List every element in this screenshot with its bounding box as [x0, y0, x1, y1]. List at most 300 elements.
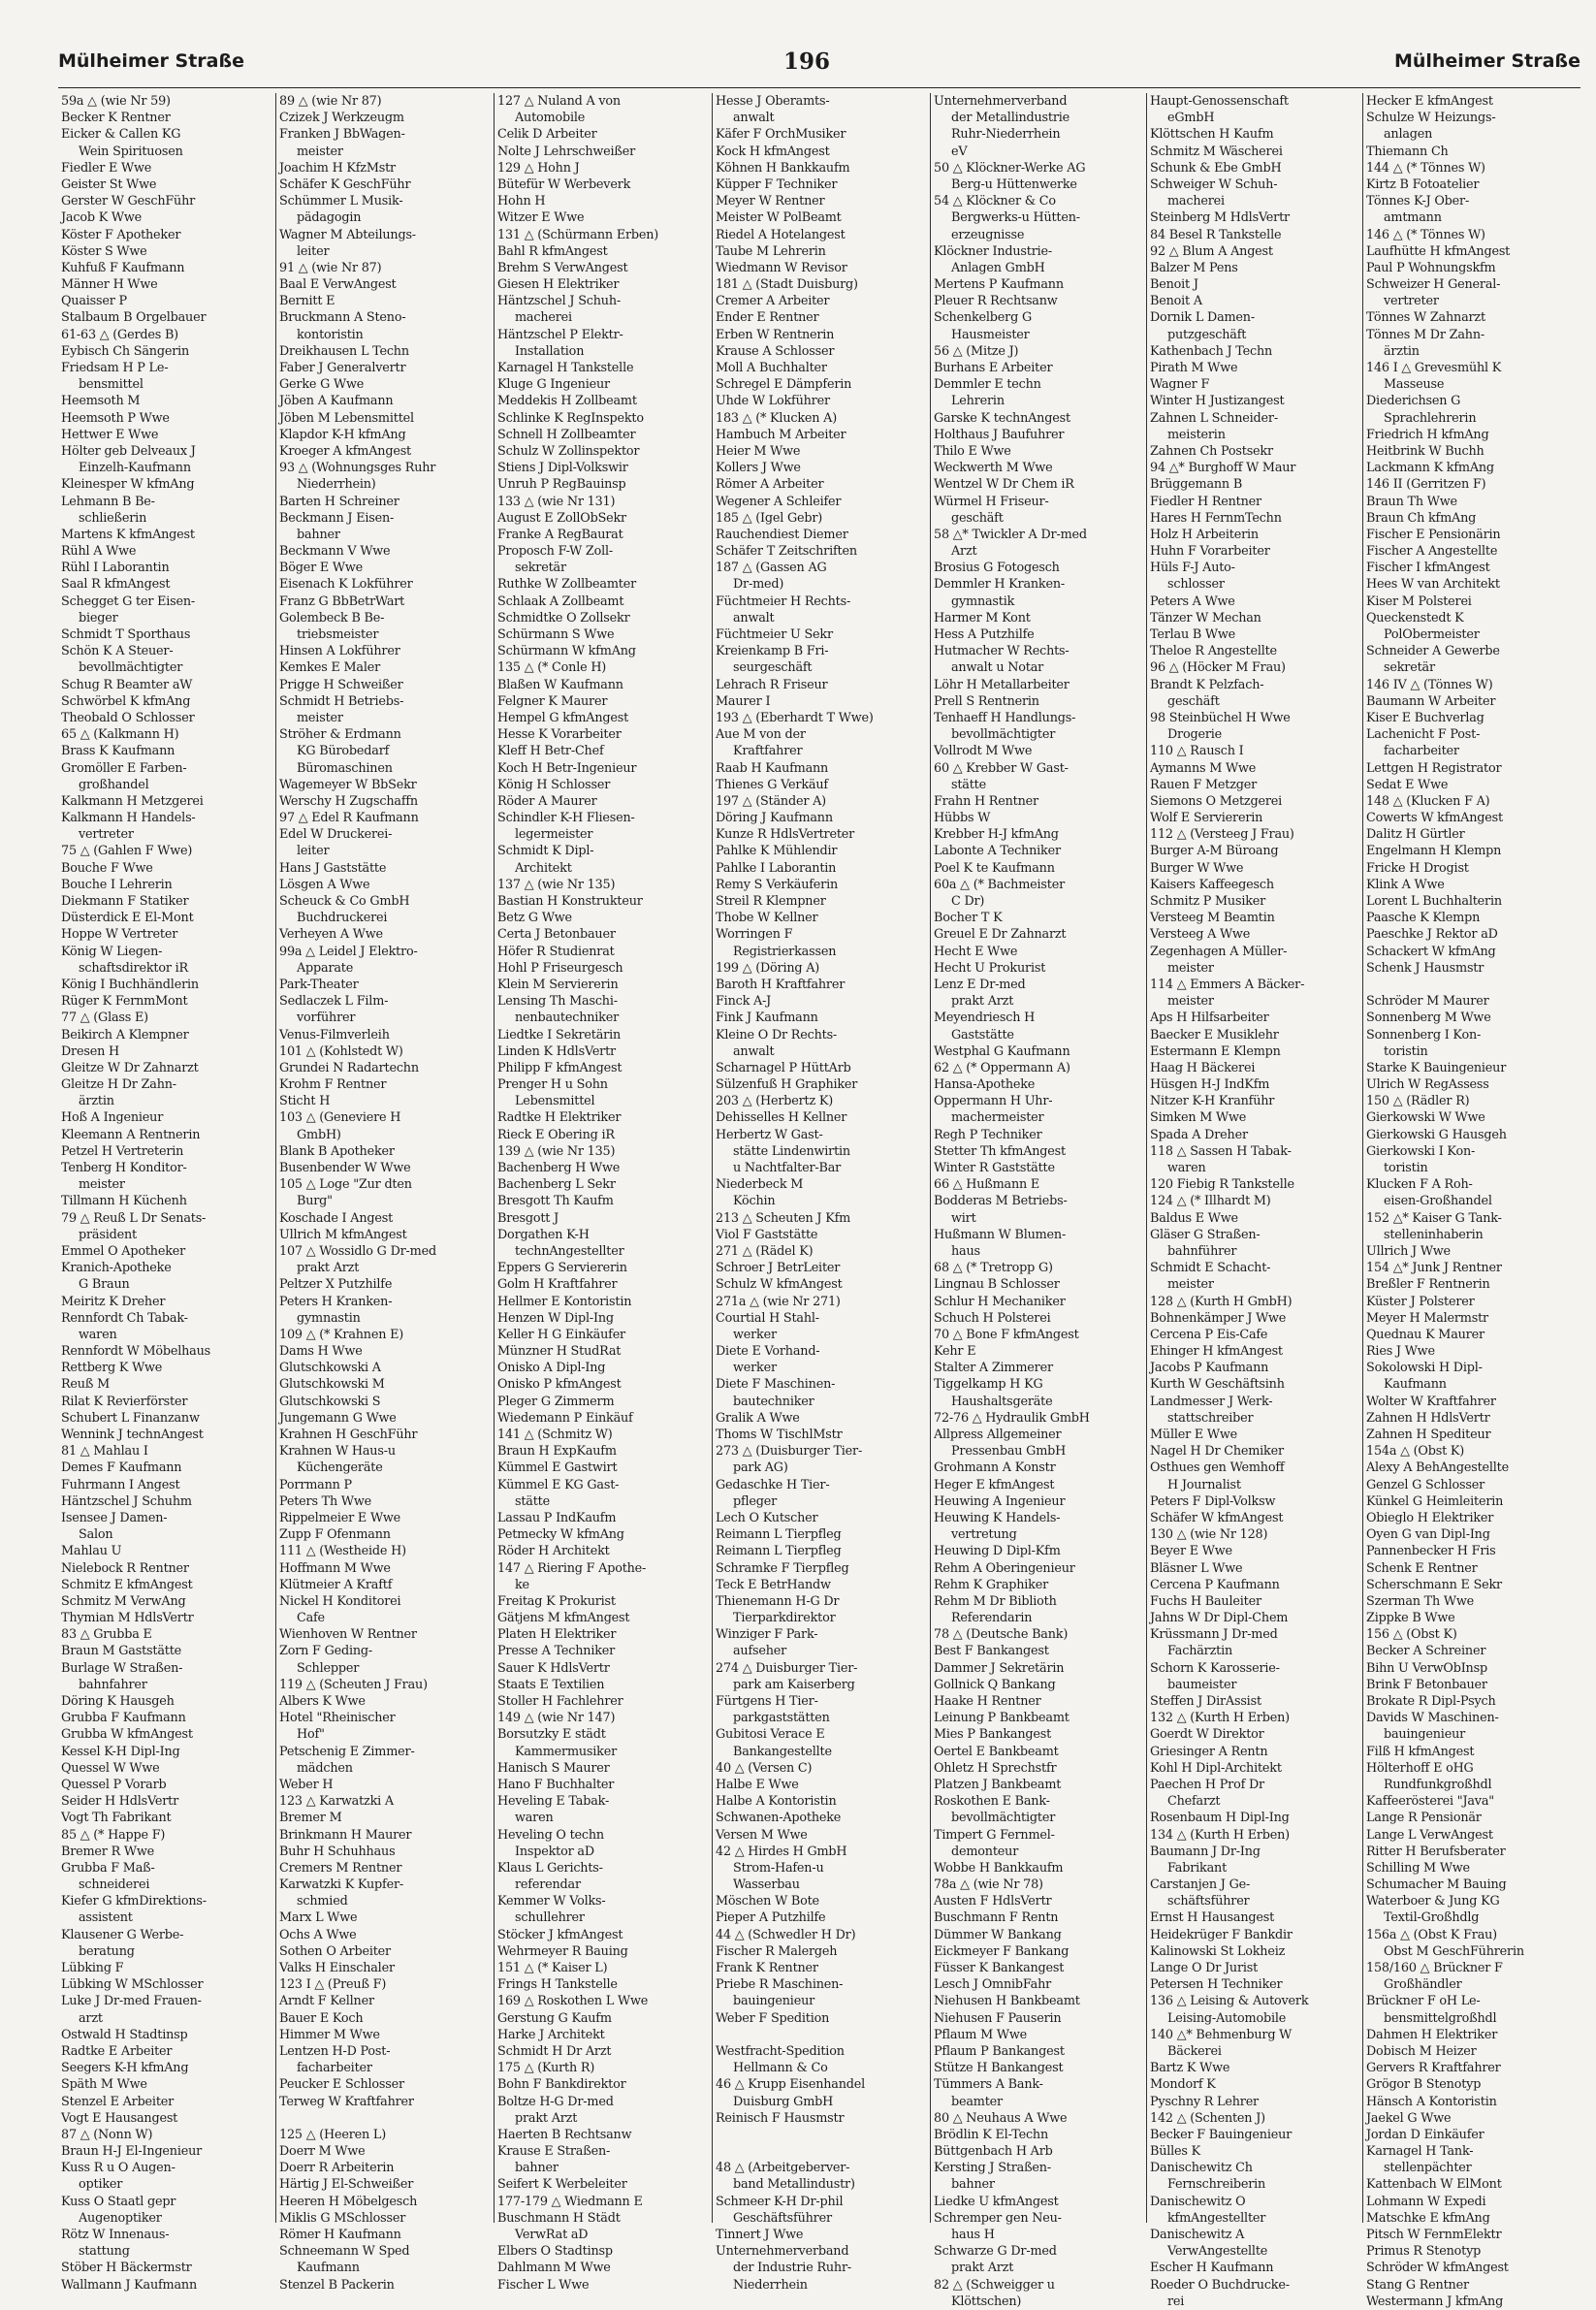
directory-entry: Koch H Betr-Ingenieur [497, 760, 637, 776]
directory-entry: Stöber H Bäckermstr [61, 2261, 192, 2276]
directory-entry: Hettwer E Wwe [61, 427, 159, 442]
directory-entry-continuation: baumeister [1167, 1677, 1237, 1692]
directory-entry: Zahnen Ch Postsekr [1150, 443, 1273, 459]
directory-column-6 [1146, 93, 1362, 2309]
directory-entry: Lesch J OmnibFahr [934, 1977, 1052, 1993]
directory-entry: 129 △ Hohn J [497, 160, 580, 176]
directory-entry: Zippke B Wwe [1366, 1611, 1455, 1626]
directory-entry: 81 △ Mahlau I [61, 1444, 148, 1460]
directory-entry: Römer A Arbeiter [716, 477, 824, 493]
directory-entry: Höfer R Studienrat [497, 944, 615, 959]
directory-entry-continuation: Apparate [297, 960, 354, 976]
directory-entry-continuation: Kraftfahrer [733, 744, 803, 759]
directory-entry: Stalter A Zimmerer [934, 1361, 1053, 1376]
directory-entry: Marx L Wwe [279, 1910, 358, 1926]
directory-entry-continuation: GmbH) [297, 1127, 341, 1142]
directory-entry: Hecht U Prokurist [934, 960, 1046, 976]
directory-entry: Franken J BbWagen- [279, 127, 405, 143]
directory-entry: Kunze R HdlsVertreter [716, 827, 855, 843]
directory-entry: Krahnen W Haus-u [279, 1444, 396, 1460]
directory-entry: Reimann L Tierpfleg [716, 1527, 842, 1543]
directory-entry: Rieck E Obering iR [497, 1127, 615, 1142]
directory-entry-continuation: Bankangestellte [733, 1744, 832, 1759]
directory-entry: 199 △ (Döring A) [716, 960, 820, 976]
directory-entry: Bahl R kfmAngest [497, 243, 608, 259]
directory-entry-continuation: band Metallindustr) [733, 2177, 855, 2193]
directory-entry: Cercena P Kaufmann [1150, 1577, 1280, 1592]
directory-entry: Westfracht-Spedition [716, 2043, 845, 2059]
directory-entry: Kuhfuß F Kaufmann [61, 260, 185, 275]
directory-entry: Lange O Dr Jurist [1150, 1961, 1259, 1975]
directory-entry: Peters H Kranken- [279, 1294, 393, 1309]
directory-entry: Hinsen A Lokführer [279, 644, 400, 659]
directory-entry: Wolf E Serviererin [1150, 811, 1263, 826]
directory-entry-continuation: haus H [951, 2228, 995, 2242]
directory-entry: Klucken F A Roh- [1366, 1177, 1473, 1193]
directory-entry-continuation: werker [733, 1327, 777, 1342]
directory-entry: Danischewitz A [1150, 2228, 1245, 2242]
directory-entry: Bläsner L Wwe [1150, 1560, 1243, 1576]
directory-entry: Kalinowski St Lokheiz [1150, 1943, 1286, 1959]
directory-entry-continuation: toristin [1384, 1161, 1428, 1175]
directory-entry: Filß H kfmAngest [1366, 1744, 1475, 1759]
directory-entry: Stetter Th kfmAngest [934, 1143, 1066, 1159]
directory-entry: Hotel "Rheinischer [279, 1711, 396, 1726]
directory-entry: Pleuer R Rechtsanw [934, 294, 1058, 309]
directory-entry: Seider H HdlsVertr [61, 1794, 179, 1810]
directory-entry: Kemkes E Maler [279, 660, 381, 676]
directory-entry: Brüggemann B [1150, 477, 1243, 493]
directory-entry: 72-76 △ Hydraulik GmbH [934, 1410, 1090, 1426]
directory-entry: Benoit J [1150, 277, 1198, 293]
directory-entry: Paechen H Prof Dr [1150, 1777, 1264, 1792]
directory-entry: Beckmann J Eisen- [279, 510, 395, 526]
directory-entry: Ehinger H kfmAngest [1150, 1344, 1283, 1360]
directory-entry: 96 △ (Höcker M Frau) [1150, 660, 1286, 676]
directory-entry: Ullrich J Wwe [1366, 1243, 1451, 1259]
directory-entry: 169 △ Roskothen L Wwe [497, 1994, 649, 2009]
directory-entry: Schremper gen Neu- [934, 2210, 1062, 2226]
directory-entry: Schunk & Ebe GmbH [1150, 160, 1282, 176]
directory-entry: Heier M Wwe [716, 443, 801, 459]
directory-entry: Bülles K [1150, 2144, 1200, 2160]
directory-entry: Paeschke J Rektor aD [1366, 927, 1498, 943]
directory-entry-continuation: mädchen [297, 1760, 353, 1776]
directory-entry: Wobbe H Bankkaufm [934, 1860, 1064, 1876]
directory-entry-continuation: arzt [79, 2010, 103, 2026]
directory-entry-continuation: stätte Lindenwirtin [733, 1143, 850, 1159]
directory-entry: Hanisch S Maurer [497, 1760, 610, 1776]
directory-entry: Braun H-J El-Ingenieur [61, 2144, 203, 2160]
directory-entry: Fiedler H Rentner [1150, 494, 1261, 509]
directory-entry: Unternehmerverband [934, 94, 1068, 109]
directory-entry-continuation: Berg-u Hüttenwerke [951, 176, 1077, 192]
directory-entry: Nielebock R Rentner [61, 1560, 189, 1576]
directory-entry: Benoit A [1150, 294, 1202, 309]
directory-entry: Kroeger A kfmAngest [279, 443, 411, 459]
directory-entry: Wallmann J Kaufmann [61, 2277, 197, 2293]
directory-entry-continuation: referendar [515, 1877, 581, 1893]
directory-entry: Westermann J kfmAng [1366, 2294, 1504, 2309]
directory-entry-continuation: Niederrhein [733, 2277, 808, 2293]
directory-entry: Rötz W Innenaus- [61, 2228, 170, 2242]
directory-entry: 146 IV △ (Tönnes W) [1366, 677, 1493, 692]
directory-entry: Golm H Kraftfahrer [497, 1277, 618, 1293]
directory-entry: Hees W van Architekt [1366, 577, 1500, 593]
directory-entry: 131 △ (Schürmann Erben) [497, 227, 659, 242]
directory-entry: Theobald O Schlosser [61, 710, 195, 725]
directory-entry: 125 △ (Heeren L) [279, 2127, 386, 2142]
directory-entry: Seegers K-H kfmAng [61, 2061, 189, 2076]
directory-entry-continuation: prakt Arzt [297, 1261, 360, 1276]
directory-entry: Dümmer W Bankang [934, 1927, 1062, 1942]
directory-entry-continuation: stattung [79, 2244, 130, 2260]
directory-entry-continuation: wirt [951, 1210, 976, 1226]
directory-entry: Brandt K Pelzfach- [1150, 677, 1264, 692]
directory-entry: Onisko P kfmAngest [497, 1377, 622, 1393]
directory-entry: Klütmeier A Kraftf [279, 1577, 393, 1592]
directory-entry: Demes F Kaufmann [61, 1460, 182, 1476]
directory-entry [279, 2110, 492, 2127]
directory-entry-continuation: Rundfunkgroßhdl [1384, 1777, 1492, 1792]
directory-entry: Gleitze W Dr Zahnarzt [61, 1060, 199, 1075]
directory-entry: Kluge G Ingenieur [497, 377, 610, 393]
directory-entry: Pahlke I Laborantin [716, 860, 837, 876]
directory-entry: Stenzel E Arbeiter [61, 2094, 175, 2109]
directory-entry: Lentzen H-D Post- [279, 2043, 391, 2059]
directory-entry-continuation: Tierparkdirektor [733, 1611, 836, 1626]
directory-entry: Pyschny R Lehrer [1150, 2094, 1259, 2109]
directory-entry: Tönnes W Zahnarzt [1366, 310, 1485, 326]
directory-entry-continuation: Kammermusiker [515, 1744, 618, 1759]
directory-entry: Krüssmann J Dr-med [1150, 1627, 1278, 1643]
directory-entry: Bouche F Wwe [61, 860, 153, 876]
directory-entry-continuation: bahner [515, 2161, 559, 2176]
directory-entry-continuation: Dr-med) [733, 577, 784, 593]
directory-entry: 175 △ (Kurth R) [497, 2061, 595, 2076]
directory-entry: Hares H FernmTechn [1150, 510, 1282, 526]
directory-entry: Boltze H-G Dr-med [497, 2094, 614, 2109]
directory-entry: Kurth W Geschäftsinh [1150, 1377, 1285, 1393]
directory-entry: Klein M Serviererin [497, 977, 619, 992]
directory-entry: Witzer E Wwe [497, 210, 585, 226]
directory-entry: Scharnagel P HüttArb [716, 1060, 851, 1075]
directory-entry: 134 △ (Kurth H Erben) [1150, 1827, 1290, 1843]
directory-entry: 70 △ Bone F kfmAngest [934, 1327, 1079, 1342]
directory-entry: Beikirch A Klempner [61, 1027, 189, 1043]
directory-entry: Krebber H-J kfmAng [934, 827, 1059, 843]
directory-entry: Dams H Wwe [279, 1344, 363, 1360]
directory-entry: Spada A Dreher [1150, 1127, 1248, 1142]
directory-entry: Röder H Architekt [497, 1544, 610, 1559]
directory-entry: Lange R Pensionär [1366, 1811, 1482, 1826]
directory-entry: Braun Ch kfmAng [1366, 510, 1477, 526]
directory-entry: Hoß A Ingenieur [61, 1110, 164, 1126]
directory-entry: Pflaum M Wwe [934, 2027, 1027, 2042]
directory-entry: Himmer M Wwe [279, 2027, 380, 2042]
directory-entry: 59a △ (wie Nr 59) [61, 94, 171, 109]
directory-entry: Ohletz H Sprechstfr [934, 1760, 1057, 1776]
directory-entry-continuation: bieger [79, 610, 118, 626]
directory-entry: Bütefür W Werbeverk [497, 176, 631, 192]
directory-entry-continuation: waren [79, 1327, 117, 1342]
directory-entry-continuation: sekretär [515, 561, 566, 576]
directory-entry-continuation: PolObermeister [1384, 627, 1480, 642]
directory-entry-continuation: Kaufmann [1384, 1377, 1447, 1393]
directory-entry: Dahmen H Elektriker [1366, 2027, 1498, 2042]
directory-entry-continuation: prakt Arzt [515, 2110, 578, 2126]
directory-entry: Krohm F Rentner [279, 1077, 387, 1093]
directory-entry: Gleitze H Dr Zahn- [61, 1077, 176, 1093]
directory-entry: Bachenberg H Wwe [497, 1161, 621, 1175]
directory-entry: Streil R Klempner [716, 894, 826, 909]
directory-entry: Schulz W kfmAngest [716, 1277, 843, 1293]
directory-entry: Hölterhoff E oHG [1366, 1760, 1474, 1776]
directory-entry: Jungemann G Wwe [279, 1410, 397, 1426]
directory-entry: Baumann W Arbeiter [1366, 693, 1496, 709]
directory-entry: Porrmann P [279, 1477, 352, 1492]
directory-entry: Peltzer X Putzhilfe [279, 1277, 393, 1293]
directory-entry-continuation: Hellmann & Co [733, 2061, 828, 2076]
directory-entry: Doerr M Wwe [279, 2144, 366, 2160]
directory-entry: Lehmann B Be- [61, 494, 155, 509]
directory-entry-continuation: Duisburg GmbH [733, 2094, 834, 2109]
directory-entry: 83 △ Grubba E [61, 1627, 152, 1643]
directory-entry: Schnell H Zollbeamter [497, 427, 636, 442]
directory-entry: 99a △ Leidel J Elektro- [279, 944, 418, 959]
directory-entry: Haake H Rentner [934, 1694, 1041, 1709]
directory-entry: Szerman Th Wwe [1366, 1593, 1474, 1609]
directory-entry: 146 II (Gerritzen F) [1366, 477, 1486, 493]
directory-entry: Petschenig E Zimmer- [279, 1744, 415, 1759]
directory-entry: Steffen J DirAssist [1150, 1694, 1261, 1709]
directory-entry: Peters F Dipl-Volksw [1150, 1493, 1276, 1509]
directory-entry: Lenz E Dr-med [934, 977, 1026, 992]
directory-entry: Dobisch M Heizer [1366, 2043, 1477, 2059]
directory-entry-continuation: Geschäftsführer [733, 2210, 832, 2226]
directory-entry: Kranich-Apotheke [61, 1261, 172, 1276]
directory-entry: Gierkowski G Hausgeh [1366, 1127, 1507, 1142]
directory-entry-continuation: Haushaltsgeräte [951, 1394, 1053, 1409]
street-header-left: Mülheimer Straße [58, 50, 245, 72]
directory-entry: Sedat E Wwe [1366, 777, 1449, 792]
directory-entry-continuation: sekretär [1384, 660, 1435, 676]
directory-entry: Braun H ExpKaufm [497, 1444, 617, 1460]
directory-entry-continuation: C Dr) [951, 894, 985, 909]
directory-entry: Priebe R Maschinen- [716, 1977, 844, 1993]
directory-entry: Bresgott J [497, 1210, 559, 1226]
directory-entry-continuation: KG Bürobedarf [297, 744, 390, 759]
directory-entry: Radtke E Arbeiter [61, 2043, 173, 2059]
directory-entry: Bremer R Wwe [61, 1844, 154, 1859]
directory-entry: Schmitz P Musiker [1150, 894, 1266, 909]
directory-entry: Schlinke K RegInspekto [497, 410, 644, 426]
directory-entry: Schneemann W Sped [279, 2244, 410, 2260]
directory-entry: Becker K Rentner [61, 111, 171, 126]
directory-entry-continuation: waren [515, 1811, 554, 1826]
directory-entry: Platen H Elektriker [497, 1627, 617, 1643]
directory-entry: Kuss O Staatl gepr [61, 2194, 176, 2209]
directory-entry: Roskothen E Bank- [934, 1794, 1050, 1810]
directory-entry: 105 △ Loge "Zur dten [279, 1177, 412, 1193]
directory-entry: Verheyen A Wwe [279, 927, 383, 943]
directory-entry: Niehusen F Pauserin [934, 2010, 1062, 2026]
directory-entry: Poel K te Kaufmann [934, 860, 1055, 876]
directory-entry: Bohnenkämper J Wwe [1150, 1310, 1287, 1326]
directory-entry: Kersting J Straßen- [934, 2161, 1051, 2176]
directory-entry: Glutschkowski A [279, 1361, 381, 1376]
directory-entry: Jacobs P Kaufmann [1150, 1361, 1269, 1376]
directory-entry: Labonte A Techniker [934, 844, 1061, 859]
directory-entry: 94 △* Burghoff W Maur [1150, 461, 1296, 476]
directory-entry: Ostwald H Stadtinsp [61, 2027, 188, 2042]
directory-entry-continuation: bahnführer [1167, 1243, 1237, 1259]
directory-entry: Bihn U VerwObInsp [1366, 1660, 1487, 1676]
directory-entry: Blank B Apotheker [279, 1143, 395, 1159]
directory-entry-continuation: VerwRat aD [515, 2228, 589, 2242]
directory-entry: Pleger G Zimmerm [497, 1394, 615, 1409]
directory-entry: Meister W PolBeamt [716, 210, 842, 226]
directory-entry: Schümmer L Musik- [279, 194, 403, 209]
directory-column-4 [712, 93, 928, 2293]
directory-entry: Dahlmann M Wwe [497, 2261, 611, 2276]
directory-entry: Weckwerth M Wwe [934, 461, 1053, 476]
directory-entry: Lackmann K kfmAng [1366, 461, 1494, 476]
directory-entry: Baal E VerwAngest [279, 277, 397, 293]
directory-entry: Pitsch W FernmElektr [1366, 2228, 1502, 2242]
directory-entry: Schlur H Mechaniker [934, 1294, 1066, 1309]
directory-entry: Burlage W Straßen- [61, 1660, 183, 1676]
directory-entry-continuation: Wein Spirituosen [79, 144, 183, 159]
directory-entry: Heuwing K Handels- [934, 1510, 1061, 1525]
directory-entry-continuation: Einzelh-Kaufmann [79, 461, 191, 476]
directory-entry: Estermann E Klempn [1150, 1043, 1281, 1059]
directory-entry: Albers K Wwe [279, 1694, 366, 1709]
directory-entry: Buschmann F Rentn [934, 1910, 1059, 1926]
directory-entry: Kalkmann H Handels- [61, 811, 196, 826]
directory-entry: Liedtke I Sekretärin [497, 1027, 622, 1043]
directory-entry-continuation: Niederrhein) [297, 477, 376, 493]
page-number: 196 [783, 48, 831, 75]
directory-entry: Linden K HdlsVertr [497, 1043, 616, 1059]
directory-entry: Prigge H Schweißer [279, 677, 403, 692]
directory-entry: Riedel A Hotelangest [716, 227, 846, 242]
directory-entry-continuation: aufseher [733, 1644, 787, 1659]
directory-entry-continuation: haus [951, 1243, 980, 1259]
directory-entry: Grögor B Stenotyp [1366, 2077, 1482, 2093]
directory-entry: Burhans E Arbeiter [934, 361, 1053, 375]
directory-entry: Buhr H Schuhhaus [279, 1844, 396, 1859]
directory-entry: Thobe W Kellner [716, 911, 818, 926]
directory-entry: Münzner H StudRat [497, 1344, 622, 1360]
directory-entry-continuation: kfmAngestellter [1167, 2210, 1266, 2226]
directory-entry: Schmidt T Sporthaus [61, 627, 191, 642]
directory-entry: Hano F Buchhalter [497, 1777, 615, 1792]
directory-entry: Hoppe W Vertreter [61, 927, 178, 943]
directory-entry: 274 △ Duisburger Tier- [716, 1660, 858, 1676]
directory-entry: Röder A Maurer [497, 793, 597, 809]
directory-entry: 152 △* Kaiser G Tank- [1366, 1210, 1502, 1226]
directory-entry: Valks H Einschaler [279, 1961, 395, 1975]
directory-entry: Hußmann W Blumen- [934, 1227, 1067, 1242]
directory-entry-continuation: vertreter [1384, 294, 1439, 309]
directory-entry: 141 △ (Schmitz W) [497, 1428, 613, 1442]
directory-entry: Pahlke K Mühlendir [716, 844, 838, 859]
directory-entry: 80 △ Neuhaus A Wwe [934, 2110, 1068, 2126]
directory-entry: Schmeer K-H Dr-phil [716, 2194, 844, 2209]
directory-entry: 140 △* Behmenburg W [1150, 2027, 1293, 2042]
directory-entry: 156 △ (Obst K) [1366, 1627, 1457, 1643]
directory-entry: Hänsch A Kontoristin [1366, 2094, 1497, 2109]
directory-entry: Escher H Kaufmann [1150, 2261, 1274, 2276]
directory-entry: Schröder W kfmAngest [1366, 2261, 1509, 2276]
directory-entry-continuation: eGmbH [1167, 111, 1215, 126]
directory-entry: Glutschkowski S [279, 1394, 381, 1409]
directory-entry: 187 △ (Gassen AG [716, 561, 827, 576]
directory-entry: Dammer J Sekretärin [934, 1660, 1065, 1676]
directory-entry: Büttgenbach H Arb [934, 2144, 1053, 2160]
directory-entry: Tiggelkamp H KG [934, 1377, 1043, 1393]
directory-entry-continuation: VerwAngestellte [1167, 2244, 1268, 2260]
directory-entry-continuation: Augenoptiker [79, 2210, 162, 2226]
directory-entry: Werschy H Zugschaffn [279, 793, 418, 809]
directory-entry: 78a △ (wie Nr 78) [934, 1877, 1043, 1893]
directory-entry: Grundei N Radartechn [279, 1060, 419, 1075]
directory-entry: Petzel H Vertreterin [61, 1143, 184, 1159]
directory-entry-continuation: ärztin [1384, 343, 1420, 359]
directory-entry: Lettgen H Registrator [1366, 760, 1502, 776]
directory-entry: Gerke G Wwe [279, 377, 365, 393]
directory-entry: 271 △ (Rädel K) [716, 1243, 814, 1259]
directory-entry: Wentzel W Dr Chem iR [934, 477, 1074, 493]
directory-entry: Häntzschel J Schuh- [497, 294, 622, 309]
directory-entry: Kemmer W Volks- [497, 1894, 606, 1909]
directory-entry-continuation: beamter [951, 2094, 1003, 2109]
directory-entry: Karnagel H Tank- [1366, 2144, 1474, 2160]
directory-entry: Schindler K-H Fliesen- [497, 811, 635, 826]
directory-entry: 119 △ (Scheuten J Frau) [279, 1677, 428, 1692]
directory-entry: Proposch F-W Zoll- [497, 544, 614, 560]
directory-entry: Teck E BetrHandw [716, 1577, 831, 1592]
directory-entry: 109 △ (* Krahnen E) [279, 1327, 404, 1342]
directory-entry-continuation: vorführer [297, 1011, 356, 1026]
directory-entry: Hutmacher W Rechts- [934, 644, 1069, 659]
directory-entry: Rehm M Dr Biblioth [934, 1593, 1057, 1609]
directory-entry-continuation: Referendarin [951, 1611, 1033, 1626]
directory-entry: Sauer K HdlsVertr [497, 1660, 610, 1676]
directory-entry: Schubert L Finanzanw [61, 1410, 200, 1426]
directory-entry-continuation: technAngestellter [515, 1243, 624, 1259]
directory-entry-continuation: Chefarzt [1167, 1794, 1221, 1810]
directory-entry: Kock H kfmAngest [716, 144, 830, 159]
directory-entry-continuation: bautechniker [733, 1394, 814, 1409]
directory-entry-continuation: putzgeschäft [1167, 327, 1247, 342]
directory-entry: 139 △ (wie Nr 135) [497, 1143, 616, 1159]
directory-entry-continuation: leiter [297, 844, 330, 859]
directory-entry: Grubba W kfmAngest [61, 1727, 193, 1743]
directory-entry: Gromöller E Farben- [61, 760, 187, 776]
directory-entry: Stöcker J kfmAngest [497, 1927, 623, 1942]
directory-entry: Mies P Bankangest [934, 1727, 1052, 1743]
directory-entry: 82 △ (Schweigger u [934, 2277, 1055, 2293]
directory-entry-continuation: triebsmeister [297, 627, 379, 642]
directory-entry-continuation: Lebensmittel [515, 1094, 595, 1109]
directory-entry [716, 2027, 928, 2043]
directory-entry-continuation: Obst M GeschFührerin [1384, 1943, 1524, 1959]
directory-entry: 65 △ (Kalkmann H) [61, 727, 179, 743]
directory-entry: Peters A Wwe [1150, 594, 1235, 609]
directory-entry: Schmitz M VerwAng [61, 1593, 186, 1609]
